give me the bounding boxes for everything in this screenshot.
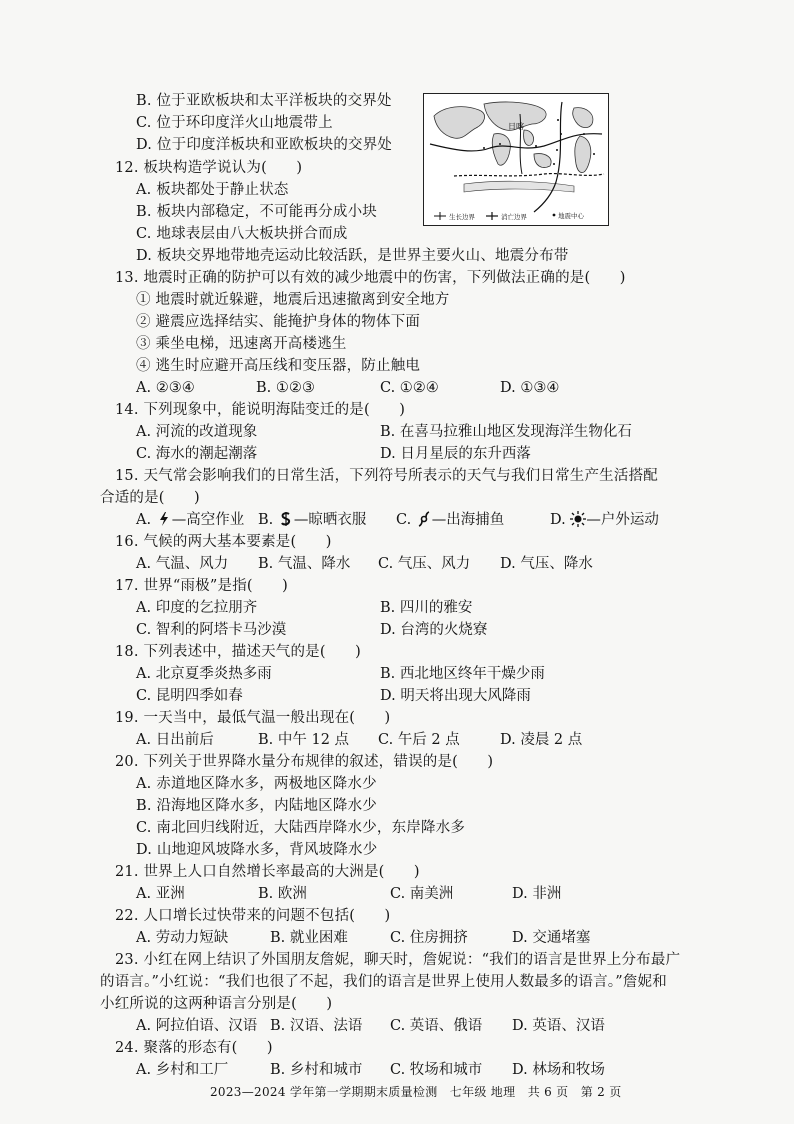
- q15-option-c: C. —出海捕鱼: [396, 512, 505, 528]
- q22-option-d: D. 交通堵塞: [512, 930, 591, 946]
- q23-stem-line2: 的语言。”小红说：“我们也很了不起，我们的语言是世界上使用人数最多的语言。”詹妮和: [100, 974, 667, 990]
- q22-option-c: C. 住房拥挤: [390, 930, 468, 946]
- q12-option-d: D. 板块交界地带地壳运动比较活跃，是世界主要火山、地震分布带: [136, 248, 569, 264]
- q15-stem-line2: 合适的是( ): [100, 490, 200, 506]
- q20-option-b: B. 沿海地区降水多，内陆地区降水少: [136, 798, 377, 814]
- q23-stem-line3: 小红所说的这两种语言分别是( ): [100, 996, 333, 1012]
- q17-option-c: C. 智利的阿塔卡马沙漠: [136, 622, 287, 638]
- map-legend: [434, 211, 585, 221]
- q11-option-b: B. 位于亚欧板块和太平洋板块的交界处: [136, 93, 392, 109]
- svg-text:地震中心: 地震中心: [558, 212, 584, 220]
- q23-option-d: D. 英语、汉语: [512, 1018, 605, 1034]
- q17-stem: 17. 世界“雨极”是指( ): [115, 578, 289, 594]
- plate-boundary-map: [423, 93, 609, 226]
- q13-statement-1: ① 地震时就近躲避，地震后迅速撤离到安全地方: [136, 292, 450, 308]
- q11-option-d: D. 位于印度洋板块和亚欧板块的交界处: [136, 137, 393, 153]
- q24-option-d: D. 林场和牧场: [512, 1062, 605, 1078]
- svg-text:消亡边界: 消亡边界: [501, 213, 527, 221]
- q12-option-b: B. 板块内部稳定，不可能再分成小块: [136, 204, 377, 220]
- q15-stem-line1: 15. 天气常会影响我们的日常生活，下列符号所表示的天气与我们日常生产生活搭配: [115, 468, 658, 484]
- q20-option-d: D. 山地迎风坡降水多，背风坡降水少: [136, 842, 378, 858]
- q19-option-b: B. 中午 12 点: [258, 732, 350, 748]
- q19-option-c: C. 午后 2 点: [378, 732, 460, 748]
- q21-option-d: D. 非洲: [512, 886, 562, 902]
- q20-option-a: A. 赤道地区降水多，两极地区降水少: [136, 776, 377, 792]
- q17-option-d: D. 台湾的火烧寮: [380, 622, 488, 638]
- q16-stem: 16. 气候的两大基本要素是( ): [115, 534, 332, 550]
- q13-option-c: C. ①②④: [380, 380, 439, 396]
- q13-stem: 13. 地震时正确的防护可以有效的减少地震中的伤害，下列做法正确的是( ): [115, 270, 626, 286]
- sunny-icon: [570, 511, 586, 527]
- q13-option-a: A. ②③④: [136, 380, 195, 396]
- q20-stem: 20. 下列关于世界降水量分布规律的叙述，错误的是( ): [115, 754, 494, 770]
- q15-option-a: A. —高空作业: [136, 512, 245, 528]
- q13-statement-4: ④ 逃生时应避开高压线和变压器，防止触电: [136, 358, 421, 374]
- q18-option-c: C. 昆明四季如春: [136, 688, 243, 704]
- q24-option-b: B. 乡村和城市: [270, 1062, 363, 1078]
- q19-stem: 19. 一天当中，最低气温一般出现在( ): [115, 710, 391, 726]
- q18-option-b: B. 西北地区终年干燥少雨: [380, 666, 545, 682]
- q24-stem: 24. 聚落的形态有( ): [115, 1040, 273, 1056]
- shower-rain-icon: [278, 511, 294, 527]
- q14-option-d: D. 日月星辰的东升西落: [380, 446, 531, 462]
- q20-option-c: C. 南北回归线附近，大陆西岸降水少，东岸降水多: [136, 820, 466, 836]
- q23-option-a: A. 阿拉伯语、汉语: [136, 1018, 258, 1034]
- q21-option-a: A. 亚洲: [136, 886, 185, 902]
- q15-option-b: B. —晾晒衣服: [258, 512, 367, 528]
- q16-option-d: D. 气压、降水: [500, 556, 593, 572]
- q16-option-b: B. 气温、降水: [258, 556, 351, 572]
- q12-stem: 12. 板块构造学说认为( ): [115, 160, 303, 176]
- lightning-icon: [156, 511, 172, 527]
- world-plates-figure: [424, 94, 607, 224]
- q14-stem: 14. 下列现象中，能说明海陆变迁的是( ): [115, 402, 406, 418]
- q22-option-b: B. 就业困难: [270, 930, 348, 946]
- q15-option-d: D. —户外运动: [550, 512, 659, 528]
- q17-option-b: B. 四川的雅安: [380, 600, 473, 616]
- q22-stem: 22. 人口增长过快带来的问题不包括( ): [115, 908, 391, 924]
- q23-option-b: B. 汉语、法语: [270, 1018, 363, 1034]
- q23-stem-line1: 23. 小红在网上结识了外国朋友詹妮，聊天时，詹妮说：“我们的语言是世界上分布最广: [115, 952, 681, 968]
- q14-option-c: C. 海水的潮起潮落: [136, 446, 258, 462]
- q18-option-a: A. 北京夏季炎热多雨: [136, 666, 272, 682]
- q19-option-a: A. 日出前后: [136, 732, 214, 748]
- q16-option-c: C. 气压、风力: [378, 556, 471, 572]
- q21-option-b: B. 欧洲: [258, 886, 307, 902]
- q17-option-a: A. 印度的乞拉朋齐: [136, 600, 258, 616]
- q22-option-a: A. 劳动力短缺: [136, 930, 229, 946]
- q21-stem: 21. 世界上人口自然增长率最高的大洲是( ): [115, 864, 420, 880]
- q18-stem: 18. 下列表述中，描述天气的是( ): [115, 644, 361, 660]
- q19-option-d: D. 凌晨 2 点: [500, 732, 583, 748]
- q13-statement-2: ② 避震应选择结实、能掩护身体的物体下面: [136, 314, 421, 330]
- svg-text:生长边界: 生长边界: [449, 213, 475, 221]
- q24-option-c: C. 牧场和城市: [390, 1062, 483, 1078]
- q12-option-a: A. 板块都处于静止状态: [136, 182, 289, 198]
- q23-option-c: C. 英语、俄语: [390, 1018, 483, 1034]
- page-footer: 2023—2024 学年第一学期期末质量检测 七年级 地理 共 6 页 第 2 页: [210, 1085, 622, 1099]
- q24-option-a: A. 乡村和工厂: [136, 1062, 229, 1078]
- map-label: 日喀: [508, 122, 524, 131]
- q21-option-c: C. 南美洲: [390, 886, 454, 902]
- q11-option-c: C. 位于环印度洋火山地震带上: [136, 115, 333, 131]
- q14-option-b: B. 在喜马拉雅山地区发现海洋生物化石: [380, 424, 632, 440]
- q13-statement-3: ③ 乘坐电梯，迅速离开高楼逃生: [136, 336, 347, 352]
- q13-option-d: D. ①③④: [500, 380, 560, 396]
- q14-option-a: A. 河流的改道现象: [136, 424, 258, 440]
- typhoon-icon: [416, 511, 432, 527]
- q12-option-c: C. 地球表层由八大板块拼合而成: [136, 226, 348, 242]
- q13-option-b: B. ①②③: [256, 380, 315, 396]
- q16-option-a: A. 气温、风力: [136, 556, 229, 572]
- q18-option-d: D. 明天将出现大风降雨: [380, 688, 531, 704]
